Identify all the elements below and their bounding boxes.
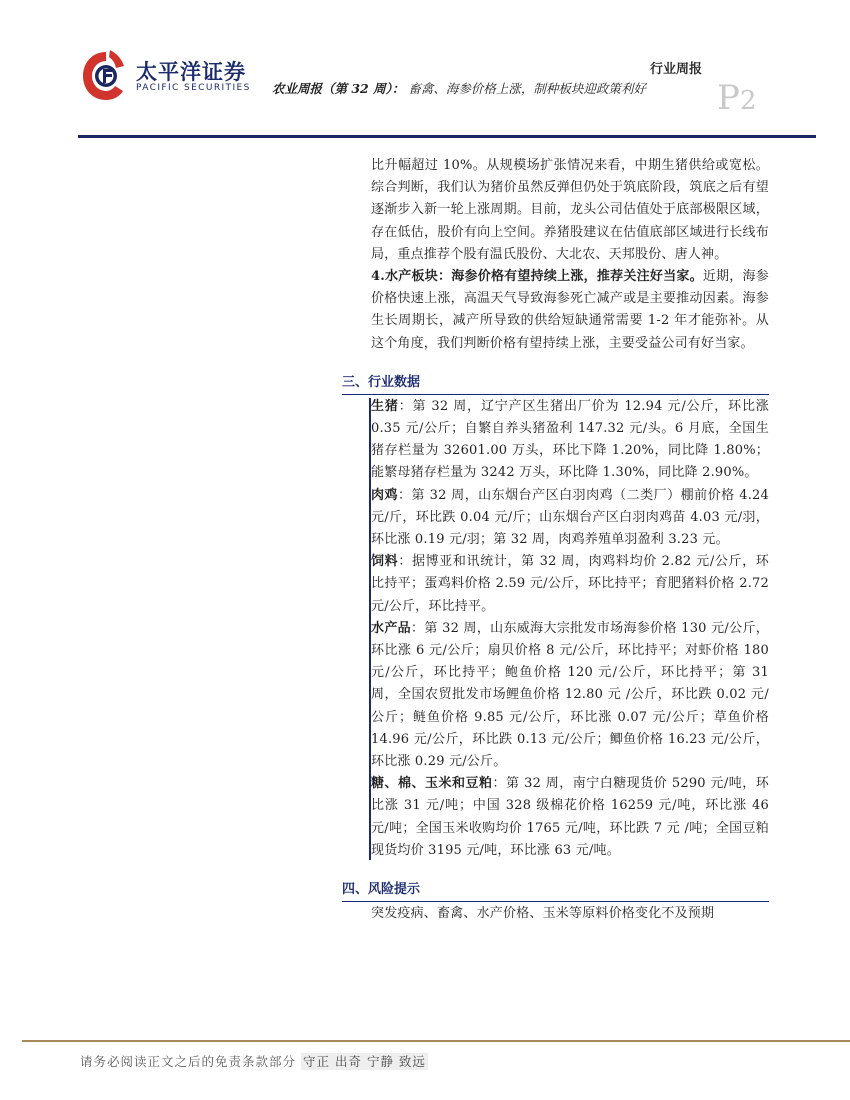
commodity-data-paragraph (371, 773, 769, 862)
aquatic-data-paragraph (371, 618, 769, 773)
risk-text: 突发疫病、畜禽、水产价格、玉米等原料价格变化不及预期 (371, 906, 715, 922)
hog-label: 生猪 (371, 398, 399, 414)
aquaculture-paragraph (371, 266, 769, 355)
hog-outlook-paragraph: 比升幅超过 10%。从规模场扩张情况来看，中期生猪供给或宽松。综合判断，我们认为猪价虽然反弹但仍处于筑底阶段，筑底之后有望逐渐步入新一轮上涨周期。目前，龙头公司估值处于底部极限区域，存在低估，股价有向上空间。养猪股建议在估值底部区域进行长线布局，重点推荐个股有温氏股份、大北农、天邦股份、唐人神。 (371, 158, 769, 262)
aquatic-data-text: ：第 32 周，山东威海大宗批发市场海参价格 130 元/公斤，环比涨 6 元/公斤；扇贝价格 8 元/公斤，环比持平；对虾价格 180 元/公斤，环比持平；鲍鱼价格 120 元/公斤，环比持平；第 31 周，全国农贸批发市场鲤鱼价格 12.80 元 /公斤，环比跌 0.02 元/公斤；鲢鱼价格 9.85 元/公斤，环比涨 0.07 元/公斤；草鱼价格 14.96 元/公斤，环比跌 0.13 元/公斤；鲫鱼价格 16.23 元/公斤，环比涨 0.29 元/公斤。 (371, 620, 769, 770)
footer-disclaimer: 请务必阅读正文之后的免责条款部分 (80, 1054, 297, 1069)
footer-divider (22, 1040, 850, 1042)
feed-data-paragraph (371, 551, 769, 618)
aquaculture-heading: 4.水产板块：海参价格有望持续上涨，推荐关注好当家。 (371, 269, 703, 285)
logo-chinese-name: 太平洋证券 (136, 60, 246, 84)
section-divider (342, 394, 769, 395)
footer-motto: 守正 出奇 宁静 致远 (303, 1054, 426, 1069)
aquatic-label: 水产品 (371, 620, 411, 636)
page-digit: 2 (739, 86, 757, 116)
section-divider (342, 901, 769, 902)
broiler-data-paragraph (371, 485, 769, 552)
report-title-bold: 农业周报（第 32 周）： (272, 81, 405, 96)
company-logo (80, 48, 250, 104)
aquaculture-text: 近期，海参价格快速上涨，高温天气导致海参死亡减产或是主要推动因素。海参生长周期长，减产所导致的供给短缺通常需要 1-2 年才能弥补。从这个角度，我们判断价格有望持续上涨，主要受益公司有好当家。 (371, 269, 769, 351)
report-title-rest: 畜禽、海参价格上涨，制种板块迎政策利好 (408, 81, 646, 96)
commodity-label: 糖、棉、玉米和豆粕 (371, 776, 493, 792)
broiler-data-text: ：第 32 周，山东烟台产区白羽肉鸡（二类厂）棚前价格 4.24 元/斤，环比跌 0.04 元/斤；山东烟台产区白羽肉鸡苗 4.03 元/羽，环比涨 0.19 元/羽；第 32 周，肉鸡养殖单羽盈利 3.23 元。 (371, 487, 769, 548)
page-letter: P (717, 78, 740, 118)
feed-label: 饲料 (371, 554, 399, 570)
commodity-data-text: ：第 32 周，南宁白糖现货价 5290 元/吨，环比涨 31 元/吨；中国 328 级棉花价格 16259 元/吨，环比涨 46 元/吨；全国玉米收购均价 1765 元/吨，环比跌 7 元 /吨；全国豆粕现货均价 3195 元/吨，环比涨 63 元/吨。 (371, 776, 769, 858)
section-risk-title: 四、风险提示 (342, 882, 421, 898)
section-side-bar (369, 398, 371, 860)
logo-english-name: PACIFIC SECURITIES (136, 83, 251, 93)
page-number (717, 78, 756, 118)
pacific-logo-icon (80, 48, 132, 104)
hog-data-paragraph (371, 396, 769, 485)
report-title (272, 79, 646, 97)
feed-data-text: ：据博亚和讯统计，第 32 周，肉鸡料均价 2.82 元/公斤，环比持平；蛋鸡料价格 2.59 元/公斤，环比持平；育肥猪料价格 2.72 元/公斤，环比持平。 (371, 554, 770, 614)
broiler-label: 肉鸡 (371, 487, 398, 503)
page-header (0, 0, 850, 140)
section-industry-data-title: 三、行业数据 (342, 374, 421, 390)
hog-data-text: ：第 32 周，辽宁产区生猪出厂价为 12.94 元/公斤，环比涨 0.35 元/公斤；自繁自养头猪盈利 147.32 元/头。6 月底，全国生猪存栏量为 32601.00 万头，环比下降 1.20%，同比降 1.80%；能繁母猪存栏量为 3242 万头，环比降 1.30%，同比降 2.90%。 (371, 398, 769, 481)
industry-data-block (371, 396, 769, 862)
header-divider (78, 135, 816, 138)
footer (80, 1052, 428, 1070)
report-type: 行业周报 (649, 62, 702, 77)
main-content (342, 155, 770, 925)
